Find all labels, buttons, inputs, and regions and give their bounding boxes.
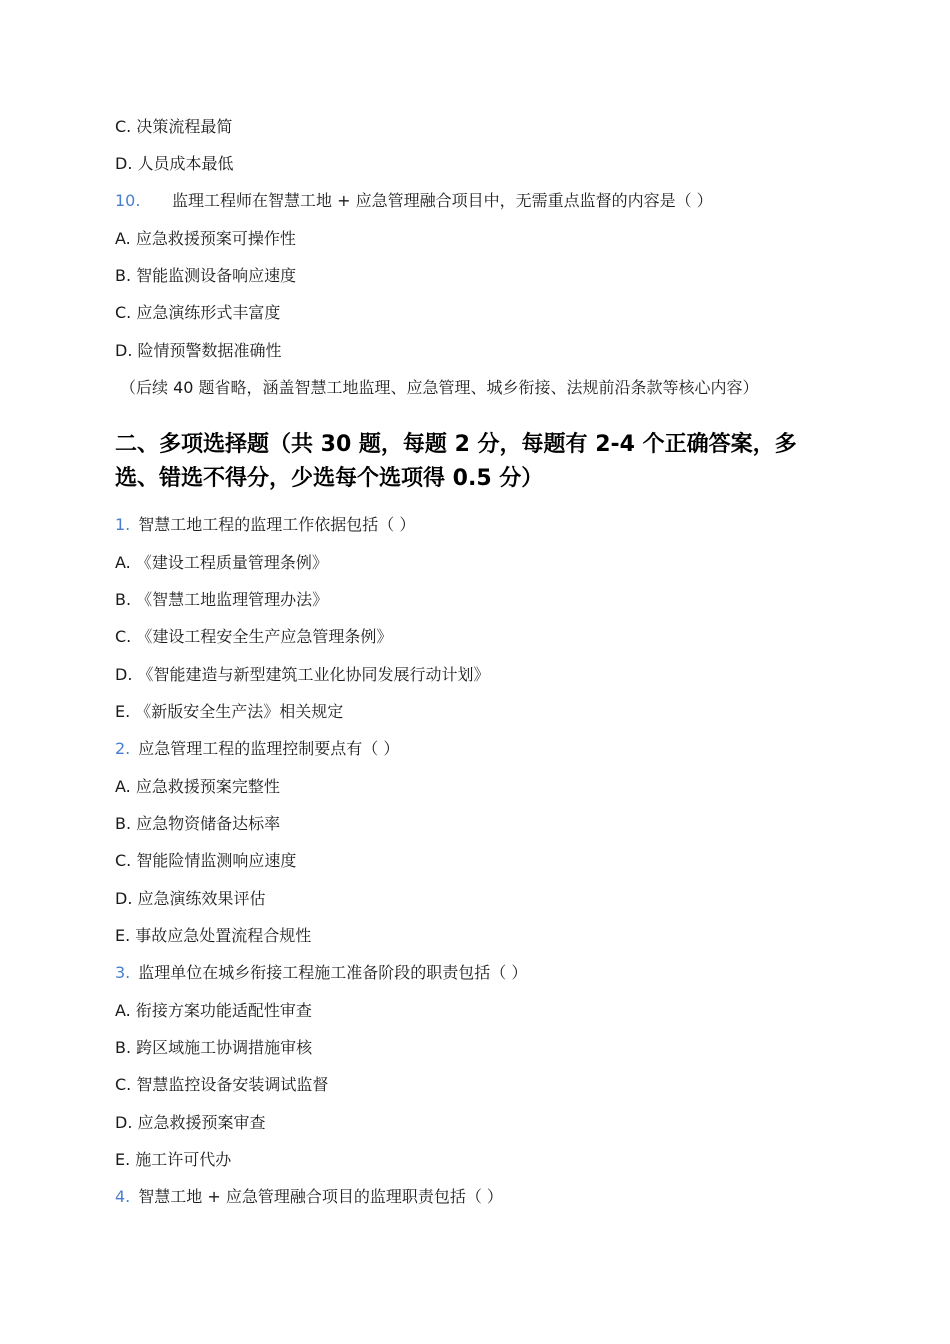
option-d: D. 人员成本最低	[115, 154, 234, 173]
omitted-note: （后续 40 题省略，涵盖智慧工地监理、应急管理、城乡衔接、法规前沿条款等核心内容）	[120, 378, 759, 397]
question-number: 2.	[115, 739, 131, 758]
option-d: D. 险情预警数据准确性	[115, 341, 282, 360]
option-d: D. 应急救援预案审查	[115, 1113, 266, 1132]
question-4	[115, 1186, 503, 1208]
question-number: 10.	[115, 191, 141, 210]
section-heading	[115, 428, 845, 496]
option-c: C. 智能险情监测响应速度	[115, 851, 297, 870]
question-3	[115, 962, 527, 984]
option-a: A. 《建设工程质量管理条例》	[115, 553, 328, 572]
question-2	[115, 738, 399, 760]
question-number: 1.	[115, 515, 131, 534]
section-heading-line-2: 选、错选不得分，少选每个选项得 0.5 分）	[115, 466, 544, 491]
option-c: C. 应急演练形式丰富度	[115, 303, 281, 322]
section-heading-line-1: 二、多项选择题（共 30 题，每题 2 分，每题有 2-4 个正确答案，多	[115, 432, 797, 457]
option-c: C. 《建设工程安全生产应急管理条例》	[115, 627, 393, 646]
question-text: 监理工程师在智慧工地 + 应急管理融合项目中，无需重点监督的内容是（ ）	[172, 191, 713, 210]
option-e: E. 施工许可代办	[115, 1150, 232, 1169]
option-b: B. 应急物资储备达标率	[115, 814, 281, 833]
option-d: D. 《智能建造与新型建筑工业化协同发展行动计划》	[115, 665, 490, 684]
question-text: 监理单位在城乡衔接工程施工准备阶段的职责包括（ ）	[138, 963, 528, 982]
option-c: C. 智慧监控设备安装调试监督	[115, 1075, 329, 1094]
question-text: 智慧工地 + 应急管理融合项目的监理职责包括（ ）	[138, 1187, 503, 1206]
option-a: A. 应急救援预案完整性	[115, 777, 280, 796]
option-b: B. 跨区域施工协调措施审核	[115, 1038, 313, 1057]
question-number: 3.	[115, 963, 131, 982]
question-10	[115, 190, 713, 212]
question-text: 应急管理工程的监理控制要点有（ ）	[138, 739, 400, 758]
option-c: C. 决策流程最简	[115, 117, 233, 136]
option-e: E. 事故应急处置流程合规性	[115, 926, 312, 945]
option-a: A. 衔接方案功能适配性审查	[115, 1001, 312, 1020]
question-1	[115, 514, 415, 536]
option-b: B. 智能监测设备响应速度	[115, 266, 297, 285]
question-text: 智慧工地工程的监理工作依据包括（ ）	[138, 515, 416, 534]
option-a: A. 应急救援预案可操作性	[115, 229, 296, 248]
option-d: D. 应急演练效果评估	[115, 889, 266, 908]
question-number: 4.	[115, 1187, 131, 1206]
option-e: E. 《新版安全生产法》相关规定	[115, 702, 344, 721]
option-b: B. 《智慧工地监理管理办法》	[115, 590, 329, 609]
